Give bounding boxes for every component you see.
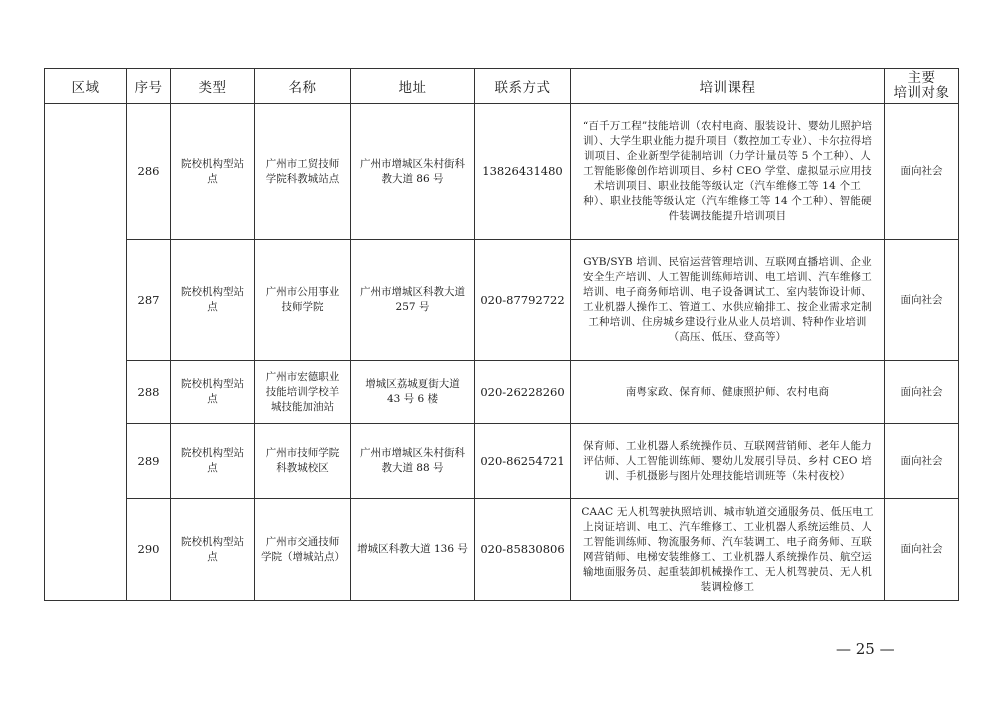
- row-type-text: 院校机构型站点: [181, 157, 244, 185]
- row-index: 287: [127, 240, 171, 361]
- table-row: [45, 499, 959, 601]
- header-address: 地址: [351, 69, 475, 104]
- row-address-text: 增城区荔城夏街大道 43 号 6 楼: [365, 378, 460, 405]
- row-courses-text: 保育师、工业机器人系统操作员、互联网营销师、老年人能力评估师、人工智能训练师、婴幼儿发展引导员、乡村 CEO 培训、手机摄影与图片处理技能培训班等（朱村夜校）: [583, 439, 872, 482]
- row-index: 290: [127, 499, 171, 601]
- row-contact: 020-85830806: [475, 499, 571, 601]
- row-courses-text: “百千万工程”技能培训（农村电商、服装设计、婴幼儿照护培训）、大学生职业能力提升项目（数控加工专业）、卡尔拉得培训项目、企业新型学徒制培训（力学计量员等 5 个工种）、人工智能影像创作培训项目、乡村 CEO 学堂、虚拟显示应用技术培训项目、职业技能等级认定（汽车维修工等 14 个工种）、职业技能等级认定（汽车维修工等 14 个工种）、智能硬件装调技能提升培训项目: [582, 120, 873, 222]
- table-row: [45, 104, 959, 240]
- row-target: 面向社会: [885, 499, 959, 601]
- row-courses-text: 南粤家政、保育师、健康照护师、农村电商: [625, 385, 830, 398]
- header-contact: 联系方式: [475, 69, 571, 104]
- header-name: 名称: [255, 69, 351, 104]
- row-address-text: 广州市增城区朱村街科教大道 86 号: [360, 157, 465, 185]
- row-address: [351, 499, 475, 601]
- row-type: [171, 499, 255, 601]
- row-address: [351, 424, 475, 499]
- row-contact: 020-26228260: [475, 361, 571, 424]
- row-index: 288: [127, 361, 171, 424]
- header-index: 序号: [127, 69, 171, 104]
- table-row: [45, 361, 959, 424]
- row-target: 面向社会: [885, 361, 959, 424]
- row-name-text: 广州市宏德职业技能培训学校羊城技能加油站: [265, 370, 340, 413]
- row-address-text: 广州市增城区朱村街科教大道 88 号: [360, 447, 465, 474]
- row-courses: [571, 499, 885, 601]
- table-row: [45, 424, 959, 499]
- row-type-text: 院校机构型站点: [181, 535, 244, 563]
- row-address: [351, 104, 475, 240]
- row-name-text: 广州市工贸技师学院科教城站点: [265, 157, 340, 185]
- row-type-text: 院校机构型站点: [181, 286, 244, 313]
- row-courses: [571, 104, 885, 240]
- training-sites-table: [44, 68, 959, 601]
- header-courses: 培训课程: [571, 69, 885, 104]
- row-courses: [571, 424, 885, 499]
- row-name-text: 广州市技师学院科教城校区: [265, 447, 340, 474]
- row-name-text: 广州市交通技师学院（增城站点）: [261, 535, 345, 563]
- row-target: 面向社会: [885, 104, 959, 240]
- row-type-text: 院校机构型站点: [181, 378, 244, 405]
- row-name: [255, 104, 351, 240]
- row-target: 面向社会: [885, 240, 959, 361]
- row-name: [255, 361, 351, 424]
- row-name: [255, 240, 351, 361]
- region-cell: [45, 104, 127, 601]
- header-target: [885, 69, 959, 104]
- header-target-line2: 培训对象: [893, 85, 950, 101]
- header-target-line1: 主要: [907, 70, 936, 86]
- row-type-text: 院校机构型站点: [181, 447, 244, 474]
- table-header-row: [45, 69, 959, 104]
- table-row: [45, 240, 959, 361]
- row-contact: 020-87792722: [475, 240, 571, 361]
- row-name-text: 广州市公用事业技师学院: [265, 286, 340, 313]
- row-target: 面向社会: [885, 424, 959, 499]
- row-index: 289: [127, 424, 171, 499]
- row-address: [351, 240, 475, 361]
- row-contact: 13826431480: [475, 104, 571, 240]
- row-name: [255, 499, 351, 601]
- row-index: 286: [127, 104, 171, 240]
- row-courses: [571, 361, 885, 424]
- row-address-text: 增城区科教大道 136 号: [357, 543, 468, 555]
- row-address-text: 广州市增城区科教大道 257 号: [360, 286, 465, 313]
- row-type: [171, 104, 255, 240]
- row-type: [171, 361, 255, 424]
- page-number: — 25 —: [836, 640, 895, 658]
- row-type: [171, 424, 255, 499]
- row-address: [351, 361, 475, 424]
- row-type: [171, 240, 255, 361]
- header-region: 区域: [45, 69, 127, 104]
- row-courses-text: CAAC 无人机驾驶执照培训、城市轨道交通服务员、低压电工上岗证培训、电工、汽车维修工、工业机器人系统运维员、人工智能训练师、物流服务师、汽车装调工、电子商务师、互联网营销师、电梯安装维修工、工业机器人系统操作员、航空运输地面服务员、起重装卸机械操作工、无人机驾驶员、无人机装调检修工: [581, 505, 874, 593]
- row-courses-text: GYB/SYB 培训、民宿运营管理培训、互联网直播培训、企业安全生产培训、人工智能训练师培训、电工培训、汽车维修工培训、电子商务师培训、电子设备调试工、室内装饰设计师、工业机器人操作工、管道工、水供应输排工、按企业需求定制工种培训、住房城乡建设行业从业人员培训、特种作业培训（高压、低压、登高等）: [583, 256, 872, 343]
- header-type: 类型: [171, 69, 255, 104]
- row-contact: 020-86254721: [475, 424, 571, 499]
- row-name: [255, 424, 351, 499]
- row-courses: [571, 240, 885, 361]
